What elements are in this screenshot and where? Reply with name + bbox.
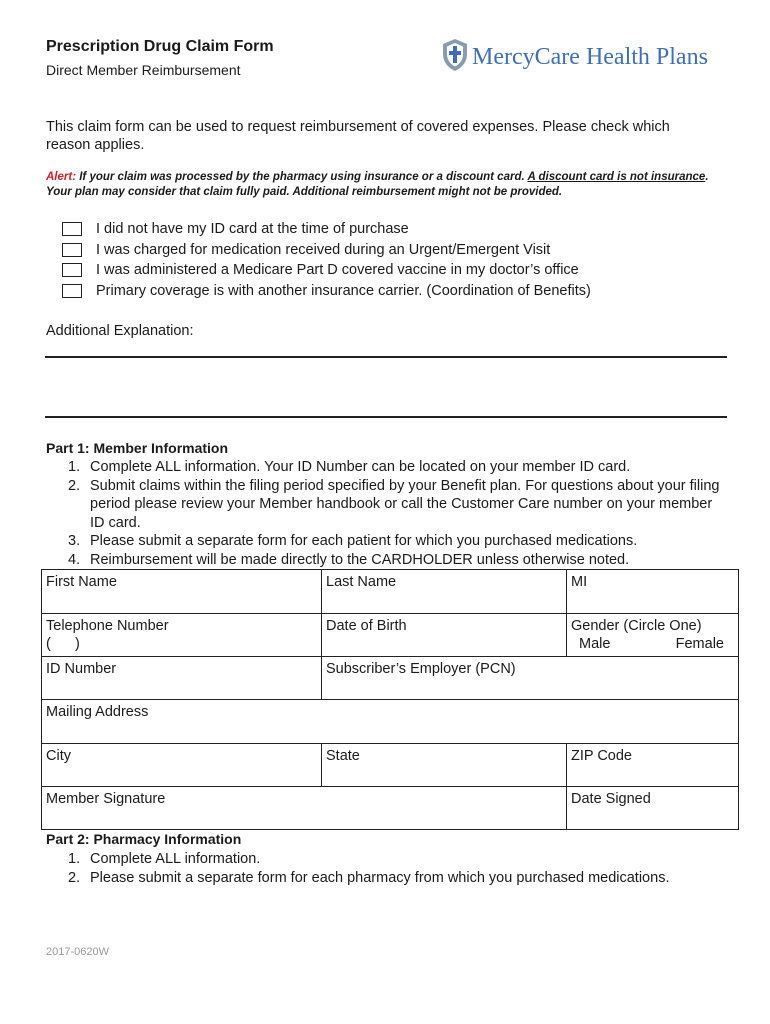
shield-cross-icon xyxy=(442,38,468,72)
explanation-line-1[interactable] xyxy=(45,356,727,358)
reason-label: I was administered a Medicare Part D covered vaccine in my doctor’s office xyxy=(96,262,579,279)
form-subtitle: Direct Member Reimbursement xyxy=(46,62,241,78)
employer-field[interactable]: Subscriber’s Employer (PCN) xyxy=(322,657,739,700)
explanation-line-2[interactable] xyxy=(45,416,727,418)
list-item: 4. Reimbursement will be made directly to the CARDHOLDER unless otherwise noted. xyxy=(68,551,630,568)
reason-item xyxy=(62,219,591,240)
telephone-field[interactable]: Telephone Number ( ) xyxy=(42,614,322,657)
logo-text: MercyCare Health Plans xyxy=(472,44,708,70)
signature-field[interactable]: Member Signature xyxy=(42,787,567,830)
mercycare-logo xyxy=(440,36,740,80)
list-item: 3. Please submit a separate form for each patient for which you purchased medications. xyxy=(68,533,638,549)
zip-field[interactable]: ZIP Code xyxy=(567,744,739,787)
part2-title: Part 2: Pharmacy Information xyxy=(46,831,242,847)
member-info-table xyxy=(41,569,739,830)
city-field[interactable]: City xyxy=(42,744,322,787)
list-item: 1. Complete ALL information. xyxy=(68,851,261,867)
reason-item xyxy=(62,260,591,281)
telephone-format: ( ) xyxy=(46,636,80,652)
last-name-field[interactable]: Last Name xyxy=(322,570,567,614)
gender-field[interactable]: Gender (Circle One) Male Female xyxy=(567,614,739,657)
form-code: 2017-0620W xyxy=(46,946,109,958)
alert-notice xyxy=(46,170,736,200)
state-field[interactable]: State xyxy=(322,744,567,787)
mailing-address-field[interactable]: Mailing Address xyxy=(42,700,739,744)
part1-instructions xyxy=(68,458,720,569)
alert-underlined: A discount card is not insurance xyxy=(527,171,706,183)
reason-item xyxy=(62,240,591,261)
mi-field[interactable]: MI xyxy=(567,570,739,614)
list-item: 2. Submit claims within the filing period specified by your Benefit plan. For questions about your filing period please review your Member handbook or call the Customer Care number on your member ID card. xyxy=(68,477,720,531)
gender-male-option[interactable]: Male xyxy=(579,636,611,652)
additional-explanation-label: Additional Explanation: xyxy=(46,323,194,339)
reason-checkbox[interactable] xyxy=(62,243,82,257)
first-name-field[interactable]: First Name xyxy=(42,570,322,614)
reason-label: I did not have my ID card at the time of purchase xyxy=(96,221,409,238)
reason-item xyxy=(62,281,591,302)
alert-text-2: . Your plan may consider that claim fully paid. Additional reimbursement might not be provided. xyxy=(46,171,709,198)
date-signed-field[interactable]: Date Signed xyxy=(567,787,739,830)
form-title: Prescription Drug Claim Form xyxy=(46,38,274,55)
part2-instructions xyxy=(68,850,720,887)
list-item: 2. Please submit a separate form for each pharmacy from which you purchased medications. xyxy=(68,869,670,886)
reason-checkbox[interactable] xyxy=(62,263,82,277)
reason-checkbox[interactable] xyxy=(62,222,82,236)
intro-text: This claim form can be used to request reimbursement of covered expenses. Please check which reason applies. xyxy=(46,119,670,153)
gender-female-option[interactable]: Female xyxy=(675,636,724,652)
alert-text-1: If your claim was processed by the pharmacy using insurance or a discount card. xyxy=(76,171,528,183)
dob-field[interactable]: Date of Birth xyxy=(322,614,567,657)
part1-title: Part 1: Member Information xyxy=(46,440,229,456)
reason-checklist xyxy=(62,219,591,301)
alert-label: Alert: xyxy=(46,171,77,183)
id-number-field[interactable]: ID Number xyxy=(42,657,322,700)
reason-label: Primary coverage is with another insurance carrier. (Coordination of Benefits) xyxy=(96,282,591,299)
reason-checkbox[interactable] xyxy=(62,284,82,298)
list-item: 1. Complete ALL information. Your ID Number can be located on your member ID card. xyxy=(68,459,631,475)
reason-label: I was charged for medication received during an Urgent/Emergent Visit xyxy=(96,241,551,258)
